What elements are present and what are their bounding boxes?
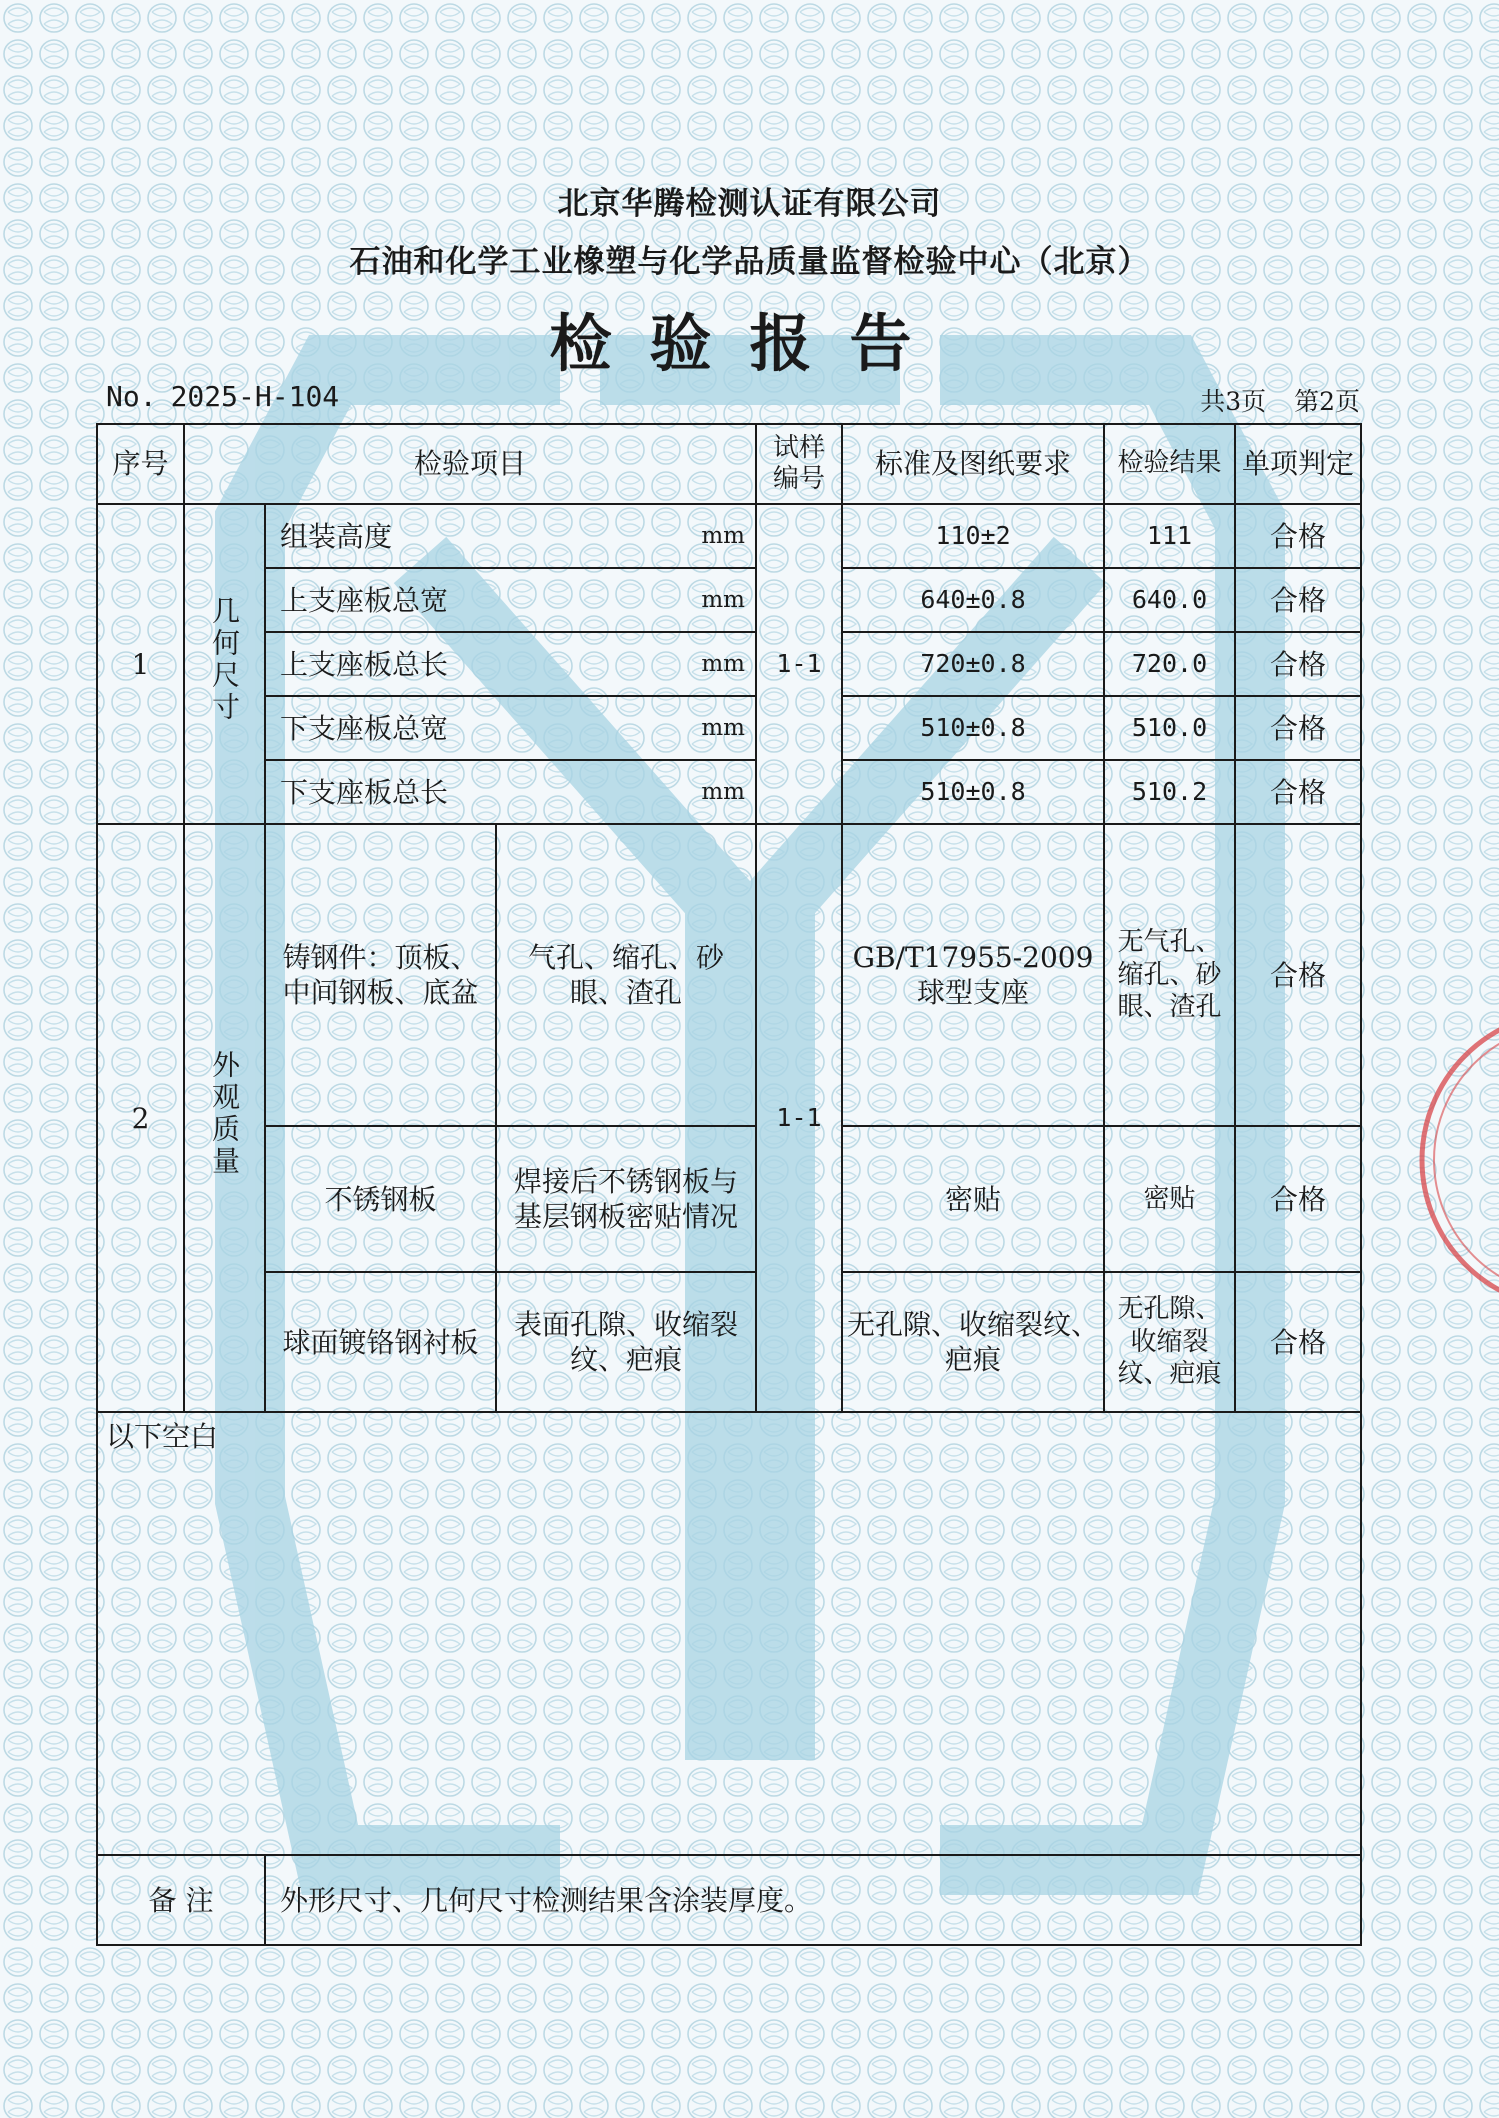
judgment-cell: 合格 bbox=[1235, 760, 1361, 824]
result-cell: 720.0 bbox=[1104, 632, 1235, 696]
report-title: 检验报告 bbox=[549, 307, 950, 380]
result-cell: 111 bbox=[1104, 504, 1235, 568]
requirement-cell: 640±0.8 bbox=[842, 568, 1104, 632]
group1-category bbox=[184, 504, 265, 824]
defect-cell: 焊接后不锈钢板与基层钢板密贴情况 bbox=[496, 1126, 756, 1272]
company-name: 北京华腾检测认证有限公司 bbox=[557, 186, 942, 222]
current-page: 第2页 bbox=[1294, 387, 1360, 416]
result-cell: 510.2 bbox=[1104, 760, 1235, 824]
requirement-cell: 无孔隙、收缩裂纹、疤痕 bbox=[842, 1272, 1104, 1412]
table-header-row bbox=[97, 424, 1361, 504]
total-pages: 共3页 bbox=[1200, 387, 1267, 416]
remarks-row bbox=[97, 1855, 1361, 1945]
group2-category-text: 外观质量 bbox=[208, 1050, 241, 1178]
judgment-cell: 合格 bbox=[1235, 1126, 1361, 1272]
judgment-cell: 合格 bbox=[1235, 1272, 1361, 1412]
group1-seq: 1 bbox=[97, 504, 184, 824]
requirement-cell: 510±0.8 bbox=[842, 760, 1104, 824]
header-sample-no: 试样编号 bbox=[756, 424, 842, 504]
table-row bbox=[97, 824, 1361, 1126]
report-number-value: 2025-H-104 bbox=[170, 380, 340, 413]
report-number bbox=[106, 380, 339, 413]
requirement-cell: GB/T17955-2009 球型支座 bbox=[842, 824, 1104, 1126]
requirement-cell: 720±0.8 bbox=[842, 632, 1104, 696]
result-cell: 510.0 bbox=[1104, 696, 1235, 760]
geometry-item bbox=[265, 504, 756, 568]
header-seq: 序号 bbox=[97, 424, 184, 504]
inspection-seal bbox=[1410, 1000, 1499, 1320]
judgment-cell: 合格 bbox=[1235, 696, 1361, 760]
report-number-label: No. bbox=[106, 380, 157, 413]
result-cell: 无气孔、缩孔、砂眼、渣孔 bbox=[1104, 824, 1235, 1126]
item-name: 上支座板总宽 bbox=[280, 583, 449, 617]
table-row bbox=[97, 760, 1361, 824]
judgment-cell: 合格 bbox=[1235, 632, 1361, 696]
requirement-cell: 510±0.8 bbox=[842, 696, 1104, 760]
item-unit: mm bbox=[701, 778, 745, 805]
page-info bbox=[1200, 382, 1360, 418]
header-judgment: 单项判定 bbox=[1235, 424, 1361, 504]
result-cell: 密贴 bbox=[1104, 1126, 1235, 1272]
table-row bbox=[97, 504, 1361, 568]
item-name: 下支座板总长 bbox=[280, 775, 449, 809]
header-requirement: 标准及图纸要求 bbox=[842, 424, 1104, 504]
judgment-cell: 合格 bbox=[1235, 824, 1361, 1126]
geometry-item bbox=[265, 760, 756, 824]
center-name: 石油和化学工业橡塑与化学品质量监督检验中心（北京） bbox=[349, 244, 1150, 280]
group1-sample: 1-1 bbox=[756, 504, 842, 824]
table-row bbox=[97, 1126, 1361, 1272]
item-name: 下支座板总宽 bbox=[280, 711, 449, 745]
item-unit: mm bbox=[701, 522, 745, 549]
item-unit: mm bbox=[701, 650, 745, 677]
geometry-item bbox=[265, 568, 756, 632]
result-cell: 无孔隙、收缩裂纹、疤痕 bbox=[1104, 1272, 1235, 1412]
defect-cell: 气孔、缩孔、砂眼、渣孔 bbox=[496, 824, 756, 1126]
inspection-table bbox=[96, 423, 1362, 1946]
group2-sample: 1-1 bbox=[756, 824, 842, 1412]
part-cell: 铸钢件：顶板、中间钢板、底盆 bbox=[265, 824, 496, 1126]
geometry-item bbox=[265, 632, 756, 696]
header-result: 检验结果 bbox=[1104, 424, 1235, 504]
table-row bbox=[97, 696, 1361, 760]
item-unit: mm bbox=[701, 586, 745, 613]
blank-note: 以下空白 bbox=[97, 1412, 1361, 1855]
requirement-cell: 110±2 bbox=[842, 504, 1104, 568]
judgment-cell: 合格 bbox=[1235, 504, 1361, 568]
judgment-cell: 合格 bbox=[1235, 568, 1361, 632]
table-row bbox=[97, 1272, 1361, 1412]
item-unit: mm bbox=[701, 714, 745, 741]
table-row bbox=[97, 632, 1361, 696]
item-name: 上支座板总长 bbox=[280, 647, 449, 681]
part-cell: 不锈钢板 bbox=[265, 1126, 496, 1272]
requirement-cell: 密贴 bbox=[842, 1126, 1104, 1272]
group1-category-text: 几何尺寸 bbox=[208, 596, 241, 724]
header-item: 检验项目 bbox=[184, 424, 756, 504]
group2-seq: 2 bbox=[97, 824, 184, 1412]
blank-row bbox=[97, 1412, 1361, 1855]
remarks-text: 外形尺寸、几何尺寸检测结果含涂装厚度。 bbox=[265, 1855, 1361, 1945]
remarks-label: 备 注 bbox=[97, 1855, 265, 1945]
item-name: 组装高度 bbox=[280, 519, 393, 553]
defect-cell: 表面孔隙、收缩裂纹、疤痕 bbox=[496, 1272, 756, 1412]
result-cell: 640.0 bbox=[1104, 568, 1235, 632]
part-cell: 球面镀铬钢衬板 bbox=[265, 1272, 496, 1412]
geometry-item bbox=[265, 696, 756, 760]
group2-category bbox=[184, 824, 265, 1412]
table-row bbox=[97, 568, 1361, 632]
